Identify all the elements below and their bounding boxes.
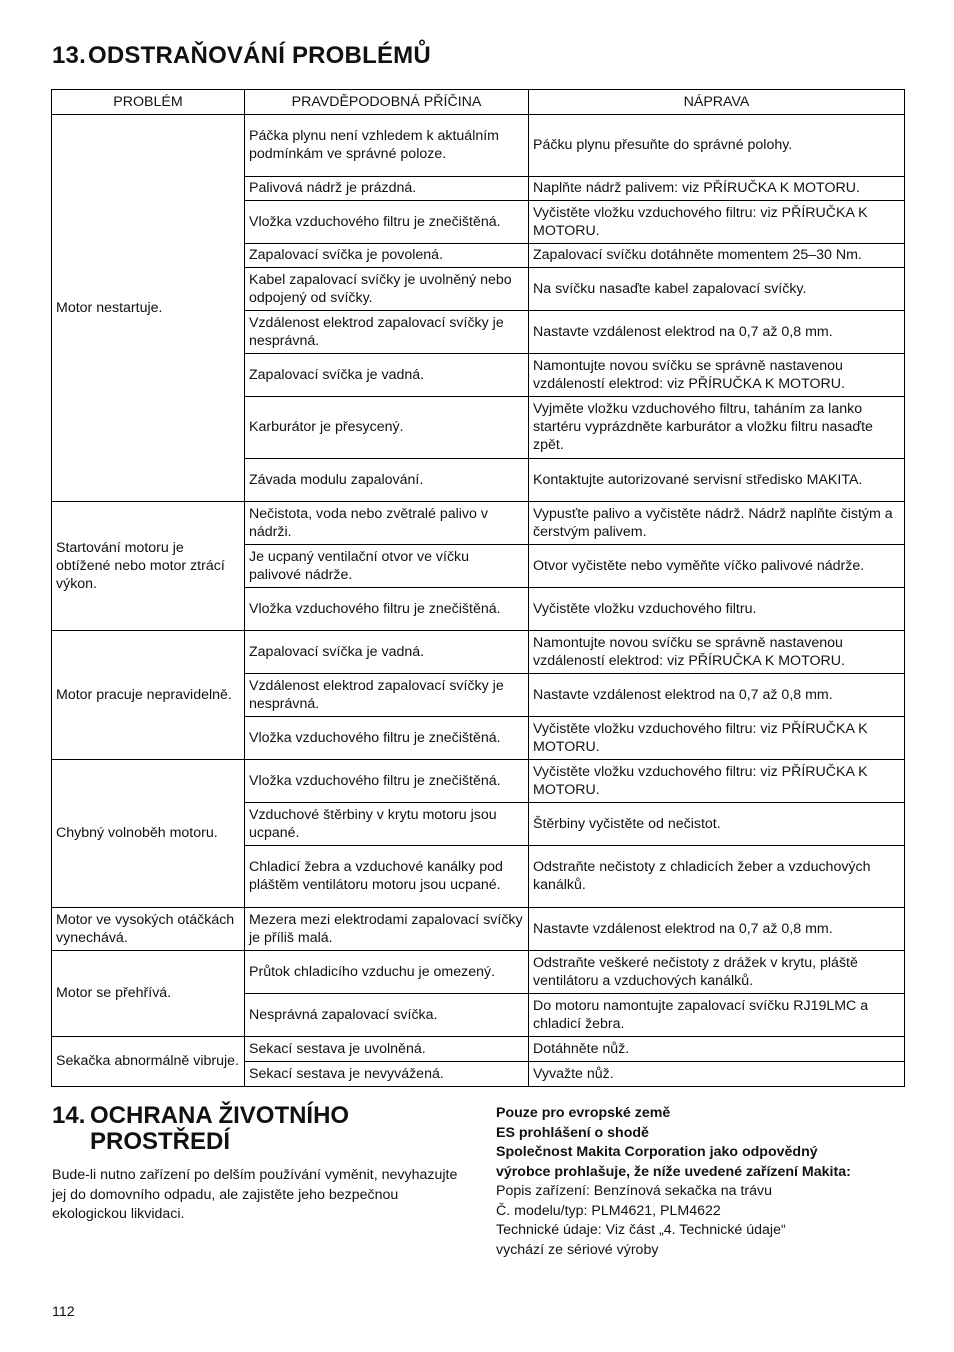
remedy-cell: Dotáhněte nůž.	[529, 1037, 905, 1062]
section-14-title-line1: OCHRANA ŽIVOTNÍHO	[90, 1102, 350, 1129]
remedy-cell: Zapalovací svíčku dotáhněte momentem 25–30 Nm.	[529, 244, 905, 268]
declaration-line: výrobce prohlašuje, že níže uvedené zařízení Makita:	[496, 1163, 851, 1180]
problem-cell: Motor pracuje nepravidelně.	[52, 631, 245, 760]
remedy-cell: Otvor vyčistěte nebo vyměňte víčko palivové nádrže.	[529, 545, 905, 588]
cause-cell: Karburátor je přesycený.	[245, 397, 529, 459]
header-cause: PRAVDĚPODOBNÁ PŘÍČINA	[245, 90, 529, 115]
remedy-cell: Vyčistěte vložku vzduchového filtru: viz PŘÍRUČKA K MOTORU.	[529, 201, 905, 244]
section-14-number: 14.	[52, 1102, 86, 1129]
cause-cell: Vložka vzduchového filtru je znečištěná.	[245, 717, 529, 760]
troubleshooting-table	[51, 89, 905, 1087]
remedy-cell: Štěrbiny vyčistěte od nečistot.	[529, 803, 905, 846]
remedy-cell: Naplňte nádrž palivem: viz PŘÍRUČKA K MOTORU.	[529, 177, 905, 201]
section-14-paragraph: Bude-li nutno zařízení po delším používání vyměnit, nevyhazujte jej do domovního odpadu, ale zajistěte jeho bezpečnou ekologickou likvidaci.	[52, 1167, 458, 1222]
remedy-cell: Namontujte novou svíčku se správně nastavenou vzdáleností elektrod: viz PŘÍRUČKA K MOTORU.	[529, 631, 905, 674]
table-body	[52, 115, 905, 1087]
remedy-cell: Vyjměte vložku vzduchového filtru, taháním za lanko startéru vyprázdněte karburátor a vložku filtru nasaďte zpět.	[529, 397, 905, 459]
remedy-cell: Vypusťte palivo a vyčistěte nádrž. Nádrž naplňte čistým a čerstvým palivem.	[529, 502, 905, 545]
cause-cell: Nečistota, voda nebo zvětralé palivo v nádrži.	[245, 502, 529, 545]
problem-cell: Chybný volnoběh motoru.	[52, 760, 245, 908]
remedy-cell: Nastavte vzdálenost elektrod na 0,7 až 0,8 mm.	[529, 311, 905, 354]
declaration-line: Č. modelu/typ: PLM4621, PLM4622	[496, 1202, 721, 1219]
remedy-cell: Namontujte novou svíčku se správně nastavenou vzdáleností elektrod: viz PŘÍRUČKA K MOTORU.	[529, 354, 905, 397]
declaration-line: ES prohlášení o shodě	[496, 1124, 649, 1141]
table-header-row	[52, 90, 905, 115]
cause-cell: Je ucpaný ventilační otvor ve víčku palivové nádrže.	[245, 545, 529, 588]
problem-cell: Motor se přehřívá.	[52, 951, 245, 1037]
section-13-number: 13.	[52, 42, 86, 69]
problem-cell: Sekačka abnormálně vibruje.	[52, 1037, 245, 1087]
table-row	[52, 502, 905, 545]
remedy-cell: Vyvažte nůž.	[529, 1062, 905, 1087]
table-row	[52, 115, 905, 177]
cause-cell: Chladicí žebra a vzduchové kanálky pod pláštěm ventilátoru motoru jsou ucpané.	[245, 846, 529, 908]
cause-cell: Zapalovací svíčka je vadná.	[245, 631, 529, 674]
cause-cell: Vložka vzduchového filtru je znečištěná.	[245, 201, 529, 244]
header-problem: PROBLÉM	[52, 90, 245, 115]
cause-cell: Vložka vzduchového filtru je znečištěná.	[245, 588, 529, 631]
remedy-cell: Vyčistěte vložku vzduchového filtru.	[529, 588, 905, 631]
declaration-line: Technické údaje: Viz část „4. Technické údaje“	[496, 1222, 786, 1238]
remedy-cell: Páčku plynu přesuňte do správné polohy.	[529, 115, 905, 177]
declaration-line: vychází ze sériové výroby	[496, 1241, 659, 1258]
cause-cell: Mezera mezi elektrodami zapalovací svíčky je příliš malá.	[245, 908, 529, 951]
table-row	[52, 760, 905, 803]
remedy-cell: Kontaktujte autorizované servisní středisko MAKITA.	[529, 459, 905, 502]
remedy-cell: Nastavte vzdálenost elektrod na 0,7 až 0,8 mm.	[529, 674, 905, 717]
table-row	[52, 631, 905, 674]
section-13-title: ODSTRAŇOVÁNÍ PROBLÉMŮ	[88, 42, 431, 69]
cause-cell: Zapalovací svíčka je vadná.	[245, 354, 529, 397]
cause-cell: Nesprávná zapalovací svíčka.	[245, 994, 529, 1037]
declaration-line: Popis zařízení: Benzínová sekačka na trávu	[496, 1183, 773, 1199]
remedy-cell: Do motoru namontujte zapalovací svíčku RJ19LMC a chladicí žebra.	[529, 994, 905, 1037]
cause-cell: Zapalovací svíčka je povolená.	[245, 244, 529, 268]
cause-cell: Závada modulu zapalování.	[245, 459, 529, 502]
cause-cell: Vzdálenost elektrod zapalovací svíčky je nesprávná.	[245, 674, 529, 717]
declaration-line: Pouze pro evropské země	[496, 1105, 671, 1121]
cause-cell: Vzduchové štěrbiny v krytu motoru jsou ucpané.	[245, 803, 529, 846]
cause-cell: Palivová nádrž je prázdná.	[245, 177, 529, 201]
remedy-cell: Nastavte vzdálenost elektrod na 0,7 až 0,8 mm.	[529, 908, 905, 951]
table-row	[52, 908, 905, 951]
cause-cell: Vložka vzduchového filtru je znečištěná.	[245, 760, 529, 803]
cause-cell: Páčka plynu není vzhledem k aktuálním podmínkám ve správné poloze.	[245, 115, 529, 177]
cause-cell: Kabel zapalovací svíčky je uvolněný nebo odpojený od svíčky.	[245, 268, 529, 311]
remedy-cell: Vyčistěte vložku vzduchového filtru: viz PŘÍRUČKA K MOTORU.	[529, 760, 905, 803]
remedy-cell: Odstraňte veškeré nečistoty z drážek v krytu, pláště ventilátoru a vzduchových kanálků.	[529, 951, 905, 994]
cause-cell: Průtok chladicího vzduchu je omezený.	[245, 951, 529, 994]
section-14-title-line2: PROSTŘEDÍ	[90, 1128, 231, 1155]
declaration-line: Společnost Makita Corporation jako odpovědný	[496, 1144, 818, 1160]
section-13-heading	[52, 42, 431, 70]
remedy-cell: Na svíčku nasaďte kabel zapalovací svíčky.	[529, 268, 905, 311]
page-number: 112	[52, 1304, 75, 1320]
table-row	[52, 951, 905, 994]
cause-cell: Vzdálenost elektrod zapalovací svíčky je nesprávná.	[245, 311, 529, 354]
header-remedy: NÁPRAVA	[529, 90, 905, 115]
remedy-cell: Odstraňte nečistoty z chladicích žeber a vzduchových kanálků.	[529, 846, 905, 908]
cause-cell: Sekací sestava je nevyvážená.	[245, 1062, 529, 1087]
section-14-heading	[52, 1103, 349, 1155]
problem-cell: Startování motoru je obtížené nebo motor ztrácí výkon.	[52, 502, 245, 631]
eu-declaration	[496, 1104, 906, 1260]
problem-cell: Motor ve vysokých otáčkách vynechává.	[52, 908, 245, 951]
problem-cell: Motor nestartuje.	[52, 115, 245, 502]
table-row	[52, 1037, 905, 1062]
remedy-cell: Vyčistěte vložku vzduchového filtru: viz PŘÍRUČKA K MOTORU.	[529, 717, 905, 760]
cause-cell: Sekací sestava je uvolněná.	[245, 1037, 529, 1062]
